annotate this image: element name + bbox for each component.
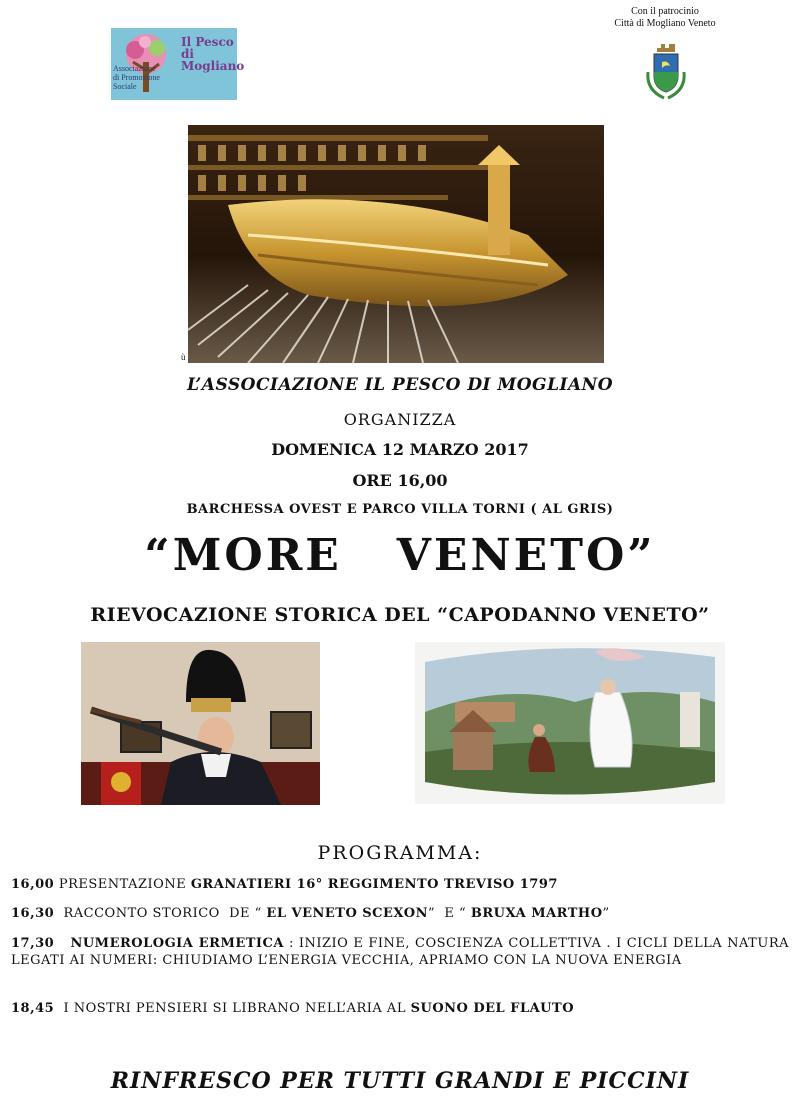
program-heading: PROGRAMMA:: [317, 842, 483, 864]
event-title: “MORE VENETO”: [144, 530, 656, 581]
patronage-text: Con il patrocinio Città di Mogliano Veneto: [614, 6, 716, 29]
event-place: BARCHESSA OVEST E PARCO VILLA TORNI ( AL GRIS): [186, 502, 614, 517]
program-item: 16,30 RACCONTO STORICO DE “ EL VENETO SCEXON” E “ BRUXA MARTHO”: [11, 906, 610, 921]
association-logo: [111, 28, 245, 100]
program-item: 16,00 PRESENTAZIONE GRANATIERI 16° REGGIMENTO TREVISO 1797: [11, 877, 558, 892]
program-item: 18,45 I NOSTRI PENSIERI SI LIBRANO NELL’ARIA AL SUONO DEL FLAUTO: [11, 1001, 575, 1016]
event-time: ORE 16,00: [352, 471, 448, 490]
footer-refreshment: RINFRESCO PER TUTTI GRANDI E PICCINI: [110, 1068, 690, 1094]
program-item: 17,30 NUMEROLOGIA ERMETICA : INIZIO E FINE, COSCIENZA COLLETTIVA . I CICLI DELLA NATURA LEGATI AI NUMERI: CHIUDIAMO L’ENERGIA VECCHIA, APRIAMO CON LA NUOVA ENERGIA: [11, 936, 789, 968]
stray-character: ù: [181, 352, 186, 362]
golden-ship-photo: [188, 125, 604, 363]
grenadier-photo: [81, 642, 320, 805]
event-date: DOMENICA 12 MARZO 2017: [271, 440, 529, 459]
organizer-line: L’ASSOCIAZIONE IL PESCO DI MOGLIANO: [186, 375, 614, 395]
logo-subtitle: Associazione di Promozione Sociale: [113, 64, 160, 91]
organizza-label: ORGANIZZA: [343, 410, 457, 429]
apparition-painting: [415, 642, 725, 804]
logo-name: Il Pesco di Mogliano: [181, 35, 245, 73]
municipal-crest-icon: [640, 42, 692, 102]
event-subtitle: RIEVOCAZIONE STORICA DEL “CAPODANNO VENETO”: [90, 604, 710, 626]
